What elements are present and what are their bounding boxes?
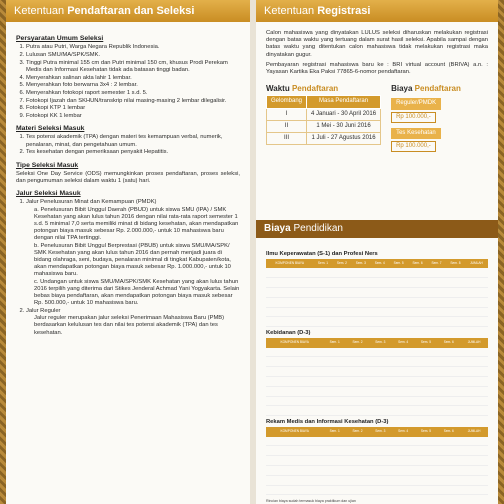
fee-col: Sem. 7	[427, 259, 446, 268]
fee-table	[266, 338, 488, 416]
jalur-1-sub: c. Undangan untuk siswa SMU/MA/SPK/SMK Kesehatan yang akan lulus tahun 2016 terpilih yang diterima dari Stikes Jenderal Achmad Yani Yogyakarta. Selain bebas biaya pendaftaran, akan mendapatkan potongan biaya masuk sebesar Rp. 500.000,- untuk 10 mahasiswa baru.	[34, 278, 240, 307]
fee-col: KOMPONEN BIAYA	[266, 427, 323, 436]
fee-col: Sem. 1	[323, 338, 346, 347]
fee-col: Sem. 5	[389, 259, 408, 268]
umum-title: Persyaratan Umum Seleksi	[16, 35, 104, 42]
right-header	[256, 0, 498, 22]
jalur-item	[26, 199, 240, 307]
waktu-cell: 4 Januari - 30 April 2016	[307, 108, 381, 120]
fee-col: Sem. 4	[370, 259, 389, 268]
umum-item: 6. Menyerahkan fotokopi raport semester 1 s.d. 5.	[26, 90, 240, 97]
umum-item: 3. Tinggi Putra minimal 155 cm dan Putri minimal 150 cm, khusus Prodi Perekam Medis dan Informasi Kesehatan tidak ada batasan tinggi badan.	[26, 60, 240, 74]
waktu-title-b: Pendaftaran	[291, 84, 339, 94]
registrasi-para-1: Calon mahasiswa yang dinyatakan LULUS seleksi diharuskan melakukan registrasi dengan batas waktu yang tertuang dalam surat hasil seleksi. Apabila sampai dengan batas waktu yang ditentukan calon mahasiswa tidak melakukan registrasi maka dinyatakan gugur.	[266, 30, 488, 58]
fee-row	[266, 317, 488, 327]
fee-header-row	[266, 427, 488, 436]
fee-header-row	[266, 259, 488, 268]
jalur-list	[26, 199, 240, 336]
biaya-daftar-title-a: Biaya	[391, 84, 415, 94]
waktu-table	[266, 95, 381, 145]
jalur-item	[26, 308, 240, 337]
fee-row	[266, 437, 488, 446]
waktu-cell: III	[267, 133, 307, 145]
umum-item: 5. Menyerahkan foto berwarna 3x4 : 2 lembar.	[26, 82, 240, 89]
fee-row	[266, 278, 488, 288]
waktu-biaya-row	[266, 79, 488, 154]
waktu-cell: 1 Juli - 27 Agustus 2016	[307, 133, 381, 145]
reguler-price: Rp 100.000,-	[391, 112, 436, 123]
materi-item: 2. Tes kesehatan dengan pemeriksaan penyakit Hepatitis.	[26, 149, 240, 156]
fee-col: Sem. 2	[346, 338, 369, 347]
fee-row	[266, 485, 488, 495]
right-page	[256, 0, 498, 504]
jalur-1-sub: b. Penelusuran Bibit Unggul Berprestasi (PBUB) untuk siswa SMU/MA/SPK/ SMK Kesehatan yang akan lulus tahun 2016 dan pernah menjadi juara di bidang olahraga, seni, budaya, penalaran minimal di tingkat Kabupaten/kota, akan mendapatkan potongan biaya masuk sebesar Rp. 1.000.000,- untuk 10 mahasiswa baru.	[34, 242, 231, 278]
left-header-bold: Pendaftaran dan Seleksi	[67, 5, 195, 17]
fee-col: Sem. 6	[437, 338, 460, 347]
registrasi-para-2: Pembayaran registrasi mahasiswa baru ke : BRI virtual account (BRIVA) a.n. : Yayasan Kartika Eka Paksi 77865-6-nomor pendaftaran.	[266, 61, 488, 76]
fee-header-row	[266, 338, 488, 347]
section-title: Ilmu Keperawatan (S-1) dan Profesi Ners	[266, 251, 378, 257]
fee-col: KOMPONEN BIAYA	[266, 259, 314, 268]
waktu-row	[267, 120, 381, 132]
umum-item: 1. Putra atau Putri, Warga Negara Republik Indonesia.	[26, 44, 240, 51]
fee-col: JUMLAH	[460, 338, 488, 347]
fee-row	[266, 406, 488, 416]
biaya-daftar-title-b: Pendaftaran	[414, 84, 461, 94]
umum-item: 7. Fotokopi Ijazah dan SKHUN/transkrip nilai masing-masing 2 lembar dilegalisir.	[26, 98, 240, 105]
materi-item: 1. Tes potensi akademik (TPA) dengan materi tes kemampuan verbal, numerik, penalaran, minat, dan pengetahuan umum.	[26, 134, 240, 148]
fee-row	[266, 465, 488, 475]
jalur-2-label: Jalur Reguler	[26, 307, 61, 314]
fee-col: Sem. 1	[323, 427, 346, 436]
fee-col: Sem. 2	[332, 259, 351, 268]
tes-kesehatan-badge: Tes Kesehatan	[391, 128, 441, 139]
waktu-block	[266, 79, 381, 154]
fee-table	[266, 259, 488, 327]
right-header-prefix: Ketentuan	[264, 5, 318, 17]
biaya-title-a: Biaya	[264, 223, 294, 234]
biaya-pendaftaran-block	[391, 79, 461, 154]
tes-kesehatan-price: Rp 100.000,-	[391, 141, 436, 152]
left-header-prefix: Ketentuan	[14, 5, 68, 17]
fee-col: JUMLAH	[460, 427, 488, 436]
fee-col: Sem. 4	[392, 338, 415, 347]
fee-col: Sem. 2	[346, 427, 369, 436]
fee-row	[266, 446, 488, 456]
jalur-1-label: Jalur Penelusuran Minat dan Kemampuan (PMDK)	[26, 199, 157, 206]
waktu-row	[267, 133, 381, 145]
fee-row	[266, 396, 488, 406]
waktu-row	[267, 108, 381, 120]
umum-list	[26, 44, 240, 120]
fee-col: JUMLAH	[465, 259, 488, 268]
jalur-2-text: Jalur reguler merupakan jalur seleksi Penerimaan Mahasiswa Baru (PMB) berdasarkan kelulusan tes dan nilai tes potensi akademik (TPA) dan tes kesehatan.	[34, 315, 225, 336]
biaya-pendidikan-body	[256, 240, 498, 504]
jalur-1-sub: a. Penelusuran Bibit Unggul Daerah (PBUD) untuk siswa SMU (IPA) / SMK Kesehatan yang akan lulus tahun 2016 dengan nilai rata-rata raport semester 1 s.d. 5 minimal 7,0 serta memiliki minat di bidang kesehatan, akan mendapatkan potongan biaya masuk sebesar Rp. 2.000.000,- untuk 10 mahasiswa baru dengan nilai TPA tertinggi.	[34, 206, 239, 242]
umum-item: 2. Lulusan SMU/MA/SPK/SMK.	[26, 52, 240, 59]
waktu-cell: II	[267, 120, 307, 132]
fee-col: Sem. 6	[408, 259, 427, 268]
fee-row	[266, 307, 488, 317]
tipe-text: Seleksi One Day Service (ODS) memungkinkan proses pendaftaran, proses seleksi, dan pengumuman seleksi dalam waktu 1 (satu) hari.	[16, 170, 240, 184]
fee-row	[266, 367, 488, 377]
waktu-cell: 1 Mei - 30 Juni 2016	[307, 120, 381, 132]
right-header-bold: Registrasi	[317, 5, 371, 17]
tipe-title: Tipe Seleksi Masuk	[16, 161, 79, 169]
fee-col: Sem. 5	[415, 427, 438, 436]
fee-col: Sem. 5	[415, 338, 438, 347]
waktu-title	[266, 85, 381, 92]
waktu-cell: I	[267, 108, 307, 120]
fee-row	[266, 268, 488, 277]
fee-row	[266, 348, 488, 357]
fee-col: Sem. 8	[446, 259, 465, 268]
reguler-badge: Reguler/PMDK	[391, 98, 441, 109]
biaya-title-b: Pendidikan	[293, 223, 343, 234]
fee-col: Sem. 6	[437, 427, 460, 436]
fee-row	[266, 386, 488, 396]
right-texture	[498, 0, 504, 504]
fee-row	[266, 288, 488, 298]
fee-row	[266, 357, 488, 367]
fee-col: Sem. 3	[369, 427, 392, 436]
waktu-title-a: Waktu	[266, 84, 292, 94]
section-title: Kebidanan (D-3)	[266, 330, 311, 337]
umum-item: 8. Fotokopi KTP 1 lembar	[26, 105, 240, 112]
left-page	[6, 0, 250, 504]
waktu-col: Gelombang	[267, 96, 307, 108]
footnote: Rincian biaya sudah termasuk biaya praktikum dan ujian	[266, 499, 356, 504]
fee-row	[266, 475, 488, 485]
fee-col: Sem. 3	[351, 259, 370, 268]
right-body	[256, 22, 498, 162]
biaya-pendidikan-banner	[256, 220, 498, 238]
fee-table	[266, 427, 488, 495]
fee-row	[266, 376, 488, 386]
section-title: Rekam Medis dan Informasi Kesehatan (D-3)	[266, 419, 389, 426]
umum-item: 9. Fotokopi KK 1 lembar	[26, 113, 240, 120]
materi-title: Materi Seleksi Masuk	[16, 125, 85, 133]
biaya-pendaftaran-title	[391, 85, 461, 92]
materi-list	[26, 134, 240, 156]
fee-col: Sem. 3	[369, 338, 392, 347]
umum-item: 4. Menyerahkan salinan akta lahir 1 lembar.	[26, 75, 240, 82]
waktu-header-row	[267, 96, 381, 108]
fee-row	[266, 297, 488, 307]
fee-col: Sem. 1	[314, 259, 333, 268]
jalur-title: Jalur Seleksi Masuk	[16, 190, 81, 198]
fee-col: Sem. 4	[392, 427, 415, 436]
left-header	[6, 0, 250, 22]
waktu-col: Masa Pendaftaran	[307, 96, 381, 108]
left-body	[6, 22, 250, 345]
fee-row	[266, 456, 488, 466]
fee-col: KOMPONEN BIAYA	[266, 338, 323, 347]
